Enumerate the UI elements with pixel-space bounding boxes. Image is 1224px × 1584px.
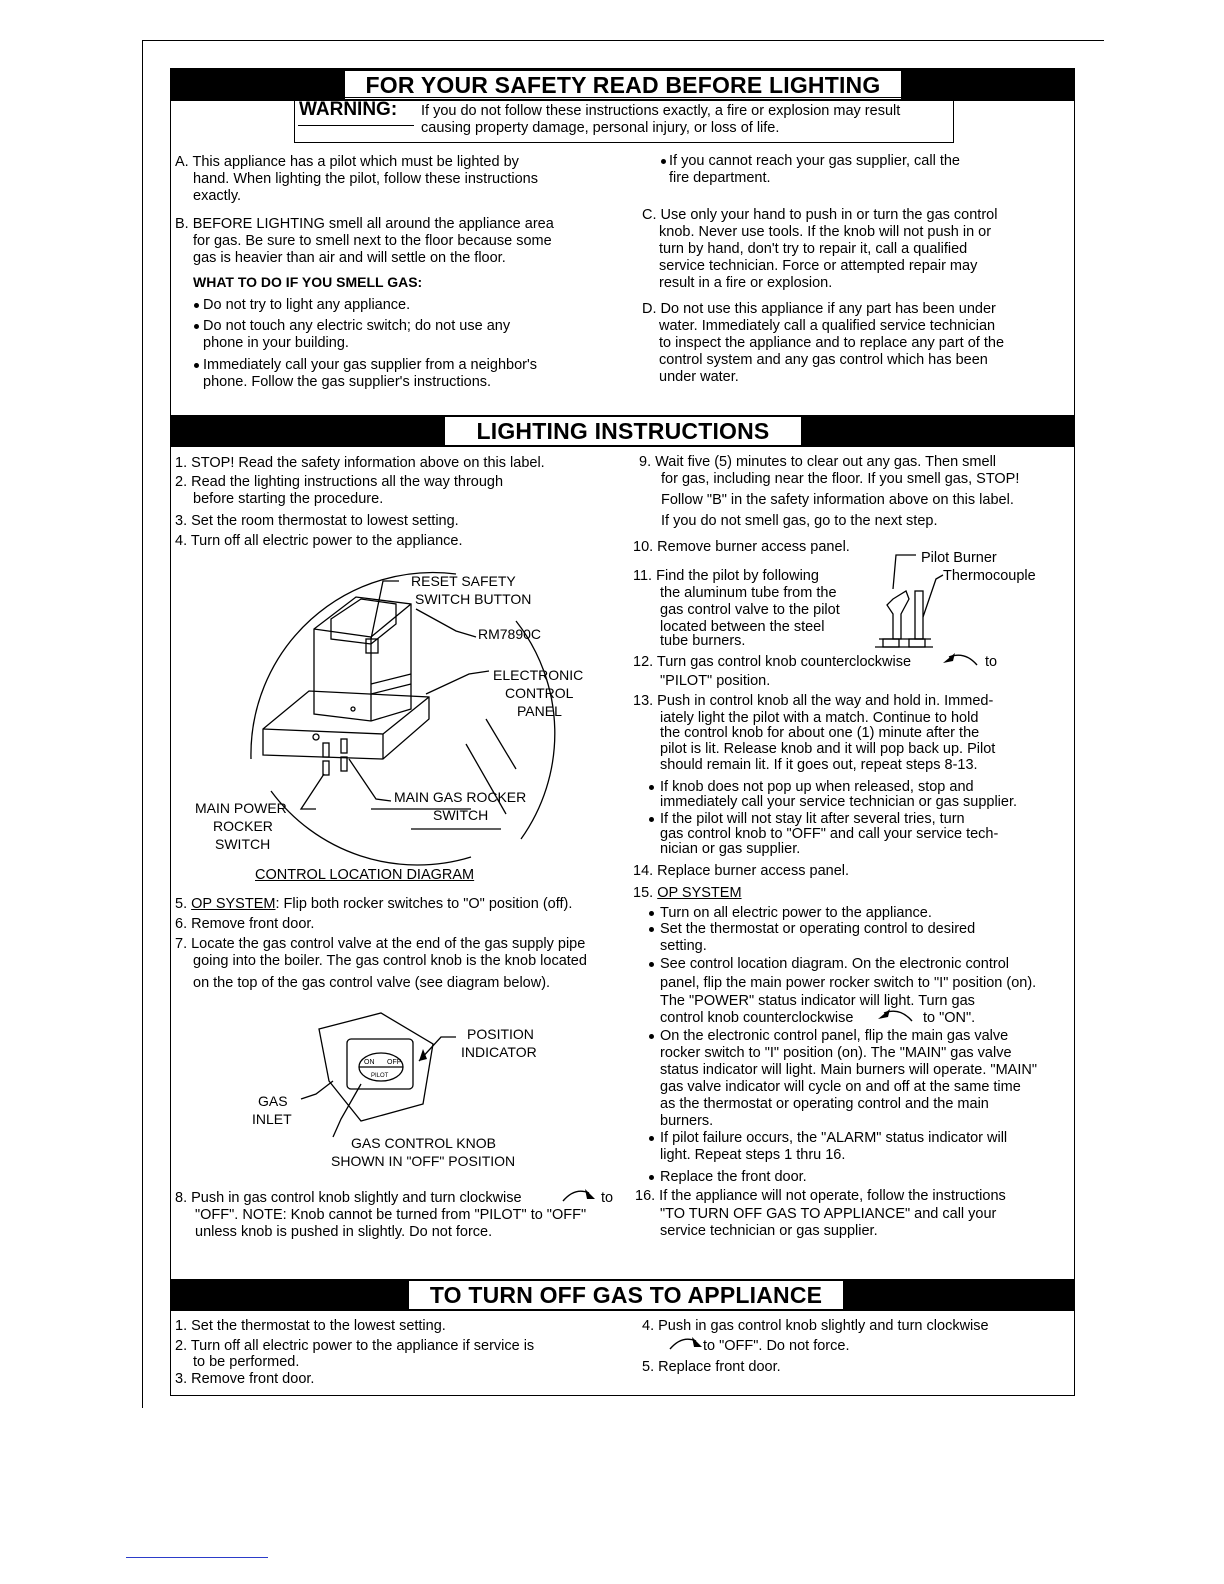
label-main-gas-2: SWITCH	[433, 807, 489, 823]
label-main-power-1: MAIN POWER	[195, 800, 287, 816]
bullet-icon	[649, 785, 654, 790]
label-position-1: POSITION	[467, 1026, 534, 1042]
step-1: 1. STOP! Read the safety information above on this label.	[175, 455, 545, 471]
step-10: 10. Remove burner access panel.	[633, 539, 850, 555]
turnoff-step-1: 1. Set the thermostat to the lowest setting.	[175, 1318, 446, 1334]
footnote-rule	[126, 1557, 268, 1558]
valve-on-label: ON	[364, 1059, 375, 1066]
bullet-icon	[649, 1034, 654, 1039]
turnoff-step-3: 3. Remove front door.	[175, 1371, 315, 1387]
bullet-icon	[649, 1136, 654, 1141]
turnoff-banner	[171, 1279, 1074, 1311]
warning-text-1: If you do not follow these instructions exactly, a fire or explosion may result	[421, 103, 901, 119]
diagram-caption: CONTROL LOCATION DIAGRAM	[255, 867, 475, 883]
bullet-icon	[649, 927, 654, 932]
label-main-gas-1: MAIN GAS ROCKER	[394, 789, 527, 805]
label-gas-inlet-2: INLET	[252, 1111, 292, 1127]
label-main-power-2: ROCKER	[213, 818, 273, 834]
warning-label: WARNING:	[299, 99, 398, 120]
turnoff-step-5: 5. Replace front door.	[642, 1359, 781, 1375]
label-ecp-2: CONTROL	[505, 685, 574, 701]
valve-off-label: OFF	[387, 1059, 401, 1066]
label-gas-inlet-1: GAS	[258, 1093, 288, 1109]
label-reset-1: RESET SAFETY	[411, 573, 516, 589]
label-ecp-1: ELECTRONIC	[493, 667, 584, 683]
step-15: 15. OP SYSTEM	[633, 885, 742, 901]
step-14: 14. Replace burner access panel.	[633, 863, 850, 879]
warning-text-2: causing property damage, personal injury, or loss of life.	[421, 120, 780, 136]
step-4: 4. Turn off all electric power to the appliance.	[175, 533, 463, 549]
label-knob-1: GAS CONTROL KNOB	[351, 1135, 496, 1151]
label-knob-2: SHOWN IN "OFF" POSITION	[331, 1153, 516, 1169]
safety-banner-title: FOR YOUR SAFETY READ BEFORE LIGHTING	[345, 71, 901, 99]
counterclockwise-arrow-icon	[876, 1007, 916, 1023]
lighting-banner-title: LIGHTING INSTRUCTIONS	[445, 417, 801, 445]
safety-label: FOR YOUR SAFETY READ BEFORE LIGHTING WARNING: If you do not follow these instructions exactly, a fire or explosion may result causing property damage, personal injury, or loss of life. A. This appliance has a pilot which must be lighted by hand. When lighting the pilot, follow these instructions exactly. B. BEFORE LIGHTING smell all around the appliance area for gas. Be sure to smell next to the floor because some gas is heavier than air and will settle on the floor. WHAT TO DO IF YOU SMELL GAS: Do not try to light any appliance. Do not touch any electric switch; do not use any phone in your building. Immediately call your gas supplier from a neighbor's phone. Follow the gas supplier's instructions. If you cannot reach your gas supplier, call the fire department. C. Use only your hand to push in or turn the gas control knob. Never use tools. If the knob will not push in or turn by hand, don't try to repair it, call a qualified service technician. Force or attempted repair may result in a fire or explosion. D. Do not use this appliance if any part has been under water. Immediately call a qualified service technician to inspect the appliance and to replace any part of the control system and any gas control which has been under water. LIGHTING INSTRUCTIONS 1. STOP! Read the safety information above on this label. 2. Read the lighting instructions all the way through before starting the procedure. 3. Set the room thermostat to lowest setting. 4. Turn off all electric power to the appliance. RESET SAFETY SWITCH BUTTON RM7890C ELECTRONIC CONTROL PANEL MAIN GAS ROCKER SWITCH MAIN POWER ROCKER SWITCH CONTROL LOCATION DIAGRAM 5. OP SYSTEM: Flip both rocker switches to "O" position (off). 6. Remove front door. 7. Locate the gas control valve at the end of the gas supply pipe going into the boiler. The gas control knob is the knob located on the top of the gas control valve (see diagram below). ON OFF PILOT POSITION INDICATOR GAS INLET GAS CONTROL KNOB SHOWN IN "OFF" POSITION 8. Push in gas control knob slightly and turn clockwise to "OFF". NOTE: Knob cannot be turned from "PILOT" to "OFF" unless knob is pushed in slightly. Do not force. 9. Wait five (5) minutes to clear out any gas. Then smell for gas, including near the floor. If you smell gas, STOP! Follow "B" in the safety information above on this label. If you do not smell gas, go to the next step. 10. Remove burner access panel. Pilot Burner Thermocouple 11. Find the pilot by following the aluminum tube from the gas control valve to the pilot located between the steel tube burners. 12. Turn gas control knob counterclockwise to "PILOT" position. 13. Push in control knob all the way and hold in. Immed- iately light the pilot with a match. Continue to hold the control knob for about one (1) minute after the pilot is lit. Release knob and it will pop back up. Pilot should remain lit. If it goes out, repeat steps 8-13. If knob does not pop up when released, stop and immediately call your service technician or gas supplier. If the pilot will not stay lit after several tries, turn gas control knob to "OFF" and call your service tech- nician or gas supplier. 14. Replace burner access panel. 15. OP SYSTEM Turn on all electric power to the appliance. Set the thermostat or operating control to desired setting. See control location diagram. On the electronic control panel, flip the main power rocker switch to "I" position (on). The "POWER" status indicator will light. Turn gas control knob counterclockwise to "ON". On the electronic control panel, flip the main gas valve rocker switch to "I" position (on). The "MAIN" gas valve status indicator will light. Main burners will operate. "MAIN" gas valve indicator will cycle on and off at the same time as the thermostat or operating control and the main burners. If pilot failure occurs, the "ALARM" status indicator will light. Repeat steps 1 thru 16. Replace the front door. 16. If the appliance will not operate, follow the instructions "TO TURN OFF GAS TO APPLIANCE" and call your service technician or gas supplier. TO TURN OFF GAS TO APPLIANCE 1. Set the thermostat to the lowest setting. 2. Turn off all electric power to the appliance if service is to be performed. 3. Remove front door. 4. Push in gas control knob slightly and turn clockwise to "OFF". Do not force. 5. Replace front door.	[170, 68, 1075, 1396]
label-thermocouple: Thermocouple	[943, 568, 1036, 584]
label-main-power-3: SWITCH	[215, 836, 271, 852]
valve-pilot-label: PILOT	[371, 1073, 389, 1079]
counterclockwise-arrow-icon	[941, 651, 981, 667]
label-reset-2: SWITCH BUTTON	[415, 591, 532, 607]
clockwise-arrow-icon	[668, 1335, 708, 1351]
bullet-icon	[649, 911, 654, 916]
step-5: 5. OP SYSTEM: Flip both rocker switches to "O" position (off).	[175, 896, 573, 912]
turnoff-banner-title: TO TURN OFF GAS TO APPLIANCE	[409, 1281, 843, 1309]
step-6: 6. Remove front door.	[175, 916, 315, 932]
label-model: RM7890C	[478, 626, 542, 642]
step-3: 3. Set the room thermostat to lowest setting.	[175, 513, 459, 529]
page-left-rule	[142, 40, 143, 1408]
page-top-rule	[142, 40, 1104, 41]
label-ecp-3: PANEL	[517, 703, 562, 719]
label-pilot-burner: Pilot Burner	[921, 550, 997, 566]
label-position-2: INDICATOR	[461, 1044, 537, 1060]
bullet-icon	[649, 817, 654, 822]
bullet-icon	[649, 1175, 654, 1180]
bullet-icon	[649, 962, 654, 967]
smell-gas-heading: WHAT TO DO IF YOU SMELL GAS:	[193, 274, 423, 290]
